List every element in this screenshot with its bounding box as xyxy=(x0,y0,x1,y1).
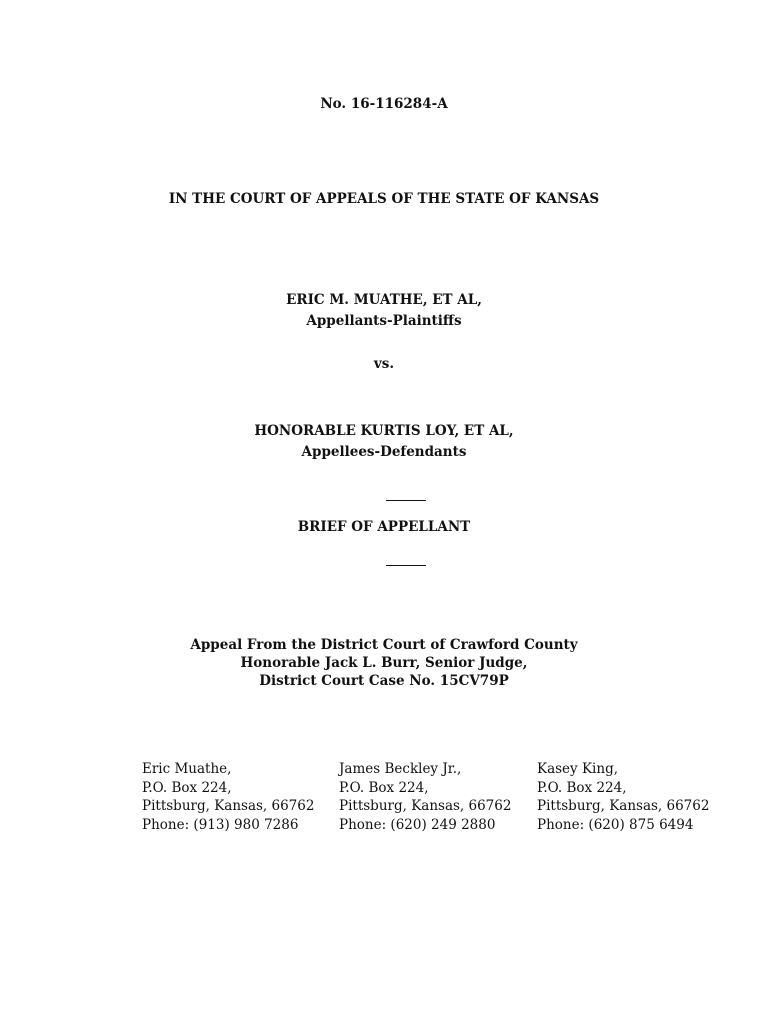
contact-name: Kasey King, xyxy=(537,761,618,777)
contact-block-1 xyxy=(142,760,314,834)
contact-phone: Phone: (620) 875 6494 xyxy=(537,816,694,833)
appeal-line-1: Appeal From the District Court of Crawford County xyxy=(190,637,578,653)
contact-phone: Phone: (620) 249 2880 xyxy=(339,816,496,833)
contact-city: Pittsburg, Kansas, 66762 xyxy=(142,798,315,814)
appeal-line-3: District Court Case No. 15CV79P xyxy=(259,673,509,689)
appellee-role: Appellees-Defendants xyxy=(301,444,467,460)
appellant-role: Appellants-Plaintiffs xyxy=(306,313,462,329)
divider-bottom xyxy=(386,565,426,566)
court-heading: IN THE COURT OF APPEALS OF THE STATE OF KANSAS xyxy=(168,191,600,207)
contact-phone: Phone: (913) 980 7286 xyxy=(142,816,299,833)
contact-block-3 xyxy=(537,760,709,834)
contact-city: Pittsburg, Kansas, 66762 xyxy=(339,798,512,814)
contact-box: P.O. Box 224, xyxy=(339,779,429,796)
contact-city: Pittsburg, Kansas, 66762 xyxy=(537,798,710,814)
contact-block-2 xyxy=(339,760,511,834)
case-number: No. 16-116284-A xyxy=(320,96,448,112)
appellee-name: HONORABLE KURTIS LOY, ET AL, xyxy=(254,423,514,439)
contact-box: P.O. Box 224, xyxy=(142,779,232,796)
divider-top xyxy=(386,500,426,501)
contact-box: P.O. Box 224, xyxy=(537,779,627,796)
versus-label: vs. xyxy=(373,356,395,372)
contact-name: Eric Muathe, xyxy=(142,761,232,777)
brief-title: BRIEF OF APPELLANT xyxy=(297,519,471,535)
appellant-name: ERIC M. MUATHE, ET AL, xyxy=(286,292,482,308)
appeal-line-2: Honorable Jack L. Burr, Senior Judge, xyxy=(240,655,528,671)
contact-name: James Beckley Jr., xyxy=(339,761,462,777)
